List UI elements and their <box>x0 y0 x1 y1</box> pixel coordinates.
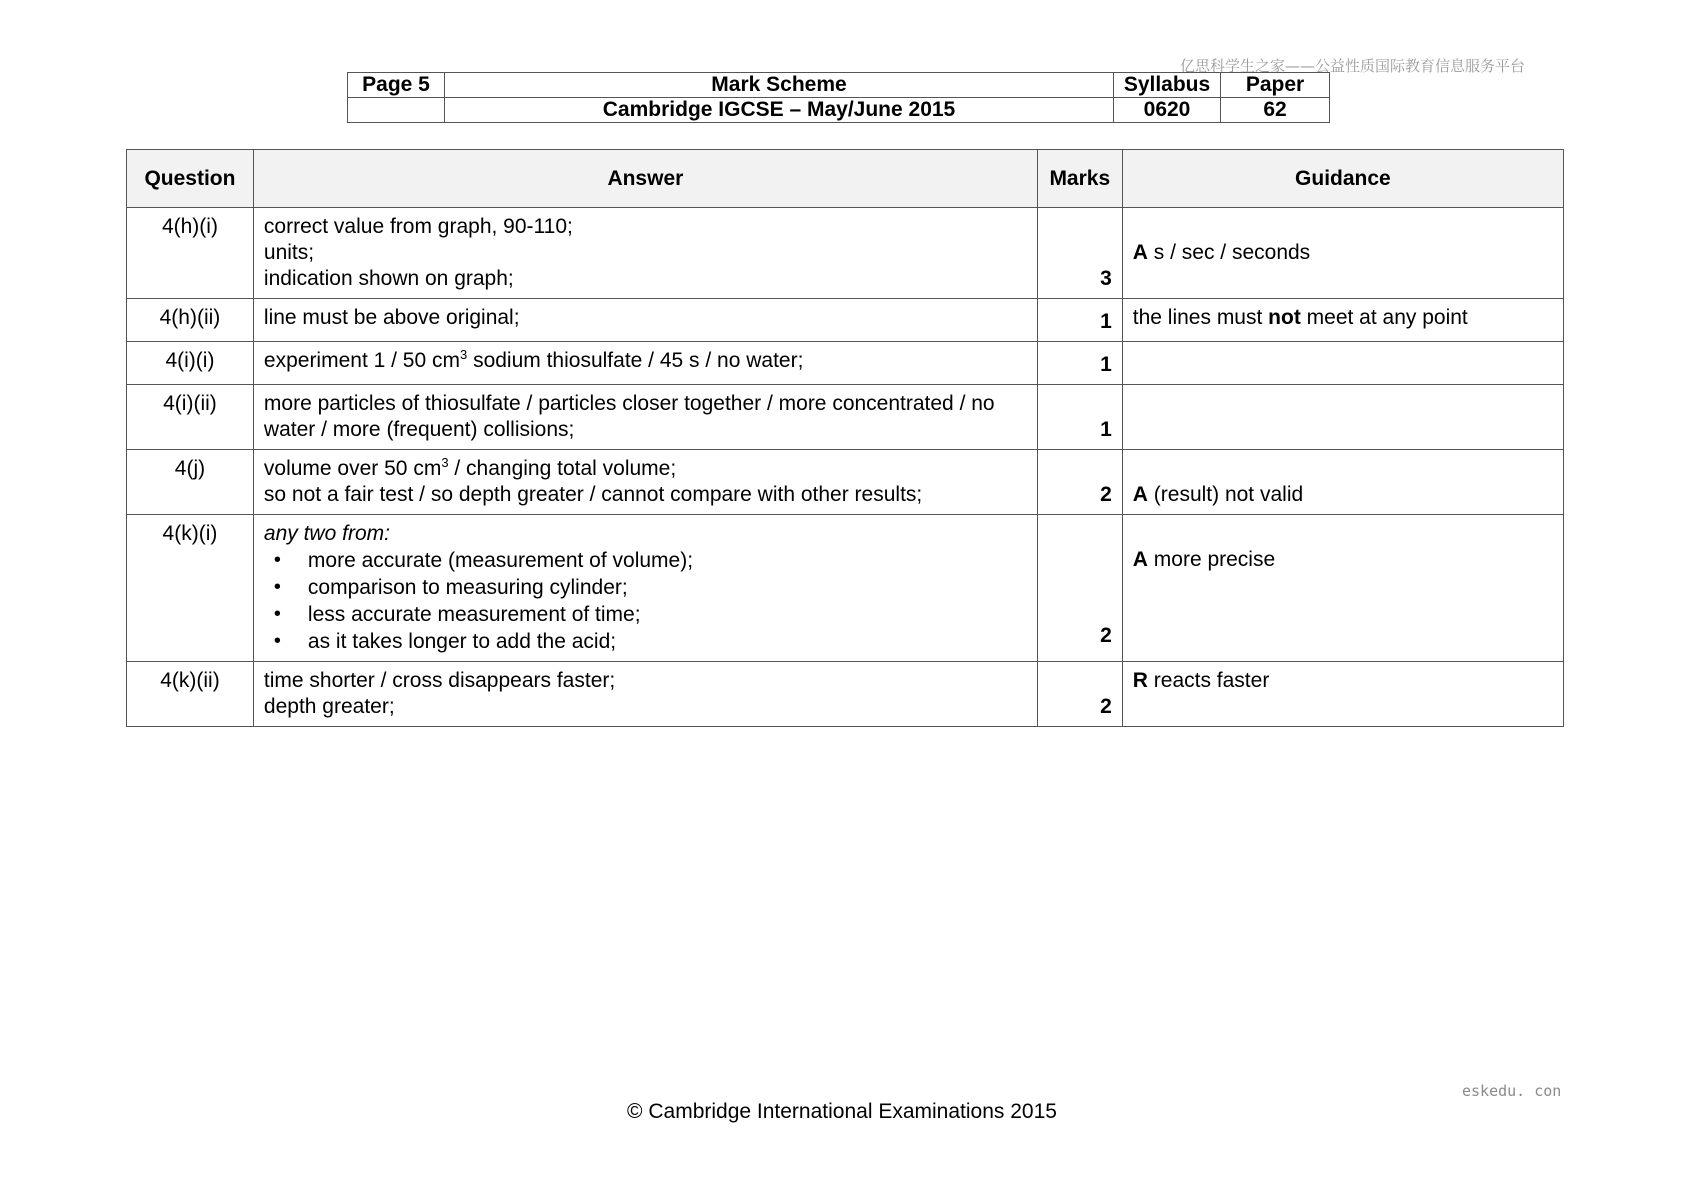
document-title: Mark Scheme <box>445 73 1114 98</box>
marks-value: 3 <box>1037 208 1122 299</box>
guidance-text: s / sec / seconds <box>1147 241 1311 264</box>
answer-text-post: sodium thiosulfate / 45 s / no water; <box>467 349 804 372</box>
question-number: 4(i)(i) <box>127 342 254 385</box>
marks-value: 2 <box>1037 515 1122 662</box>
mark-scheme-table <box>126 149 1564 727</box>
page-number-blank <box>348 98 445 123</box>
question-number: 4(j) <box>127 450 254 515</box>
guidance-text: reacts faster <box>1147 669 1270 692</box>
answer-line: correct value from graph, 90-110; <box>263 215 573 238</box>
table-row <box>127 299 1564 342</box>
answer-line: so not a fair test / so depth greater / cannot compare with other results; <box>263 483 923 506</box>
guidance-cell <box>1122 299 1563 342</box>
answer-cell <box>253 662 1037 727</box>
watermark-bottom-text: eskedu. con <box>1462 1082 1562 1100</box>
guidance-cell <box>1122 208 1563 299</box>
answer-intro: any two from: <box>263 522 390 545</box>
guidance-text-pre: the lines must <box>1132 306 1269 329</box>
list-item: • comparison to measuring cylinder; <box>264 574 1027 601</box>
answer-cell <box>253 450 1037 515</box>
answer-cell <box>253 299 1037 342</box>
table-row <box>127 515 1564 662</box>
answer-cell <box>253 342 1037 385</box>
answer-text-post: / changing total volume; <box>448 457 677 480</box>
guidance-cell <box>1122 385 1563 450</box>
answer-cell <box>253 515 1037 662</box>
guidance-keyword: R <box>1132 669 1148 692</box>
answer-text-pre: experiment 1 / 50 cm <box>263 349 460 372</box>
guidance-keyword: A <box>1132 548 1148 571</box>
marks-value: 2 <box>1037 662 1122 727</box>
answer-cell <box>253 208 1037 299</box>
paper-label: Paper <box>1221 73 1330 98</box>
marks-value: 1 <box>1037 342 1122 385</box>
answer-line: indication shown on graph; <box>263 267 514 290</box>
column-header-guidance: Guidance <box>1122 150 1563 208</box>
guidance-keyword: A <box>1132 483 1148 506</box>
paper-value: 62 <box>1221 98 1330 123</box>
answer-line <box>264 348 1027 374</box>
copyright-footer: © Cambridge International Examinations 2015 <box>627 1100 1057 1123</box>
superscript: 3 <box>441 455 449 470</box>
question-number: 4(i)(ii) <box>127 385 254 450</box>
question-number: 4(h)(ii) <box>127 299 254 342</box>
guidance-cell <box>1122 515 1563 662</box>
question-number: 4(k)(i) <box>127 515 254 662</box>
guidance-cell <box>1122 662 1563 727</box>
guidance-cell <box>1122 342 1563 385</box>
guidance-cell <box>1122 450 1563 515</box>
table-row <box>127 450 1564 515</box>
answer-cell <box>253 385 1037 450</box>
table-row <box>127 208 1564 299</box>
guidance-text-post: meet at any point <box>1300 306 1468 329</box>
syllabus-label: Syllabus <box>1114 73 1221 98</box>
answer-line: time shorter / cross disappears faster; <box>263 669 616 692</box>
watermark-top-text: 亿思科学生之家——公益性质国际教育信息服务平台 <box>1180 57 1526 75</box>
marks-value: 1 <box>1037 299 1122 342</box>
guidance-keyword: A <box>1132 241 1148 264</box>
column-header-marks: Marks <box>1037 150 1122 208</box>
syllabus-value: 0620 <box>1114 98 1221 123</box>
answer-line: line must be above original; <box>263 306 520 329</box>
answer-line: more particles of thiosulfate / particles closer together / more concentrated / no <box>263 392 995 415</box>
superscript: 3 <box>460 347 468 362</box>
document-subtitle: Cambridge IGCSE – May/June 2015 <box>445 98 1114 123</box>
list-item: • as it takes longer to add the acid; <box>264 628 1027 655</box>
guidance-text: more precise <box>1147 548 1276 571</box>
answer-line: units; <box>263 241 315 264</box>
marks-value: 1 <box>1037 385 1122 450</box>
answer-line: water / more (frequent) collisions; <box>263 418 575 441</box>
answer-line: depth greater; <box>263 695 395 718</box>
table-row <box>127 342 1564 385</box>
guidance-keyword: not <box>1268 306 1301 329</box>
answer-line <box>264 456 1027 482</box>
table-row <box>127 385 1564 450</box>
answer-bullet-list <box>264 547 1027 655</box>
page-number: Page 5 <box>348 73 445 98</box>
column-header-question: Question <box>127 150 254 208</box>
list-item: • less accurate measurement of time; <box>264 601 1027 628</box>
column-header-answer: Answer <box>253 150 1037 208</box>
question-number: 4(k)(ii) <box>127 662 254 727</box>
table-row <box>127 662 1564 727</box>
table-header-row <box>127 150 1564 208</box>
guidance-text: (result) not valid <box>1147 483 1304 506</box>
question-number: 4(h)(i) <box>127 208 254 299</box>
list-item: • more accurate (measurement of volume); <box>264 547 1027 574</box>
header-table <box>347 72 1330 123</box>
marks-value: 2 <box>1037 450 1122 515</box>
answer-text-pre: volume over 50 cm <box>263 457 442 480</box>
